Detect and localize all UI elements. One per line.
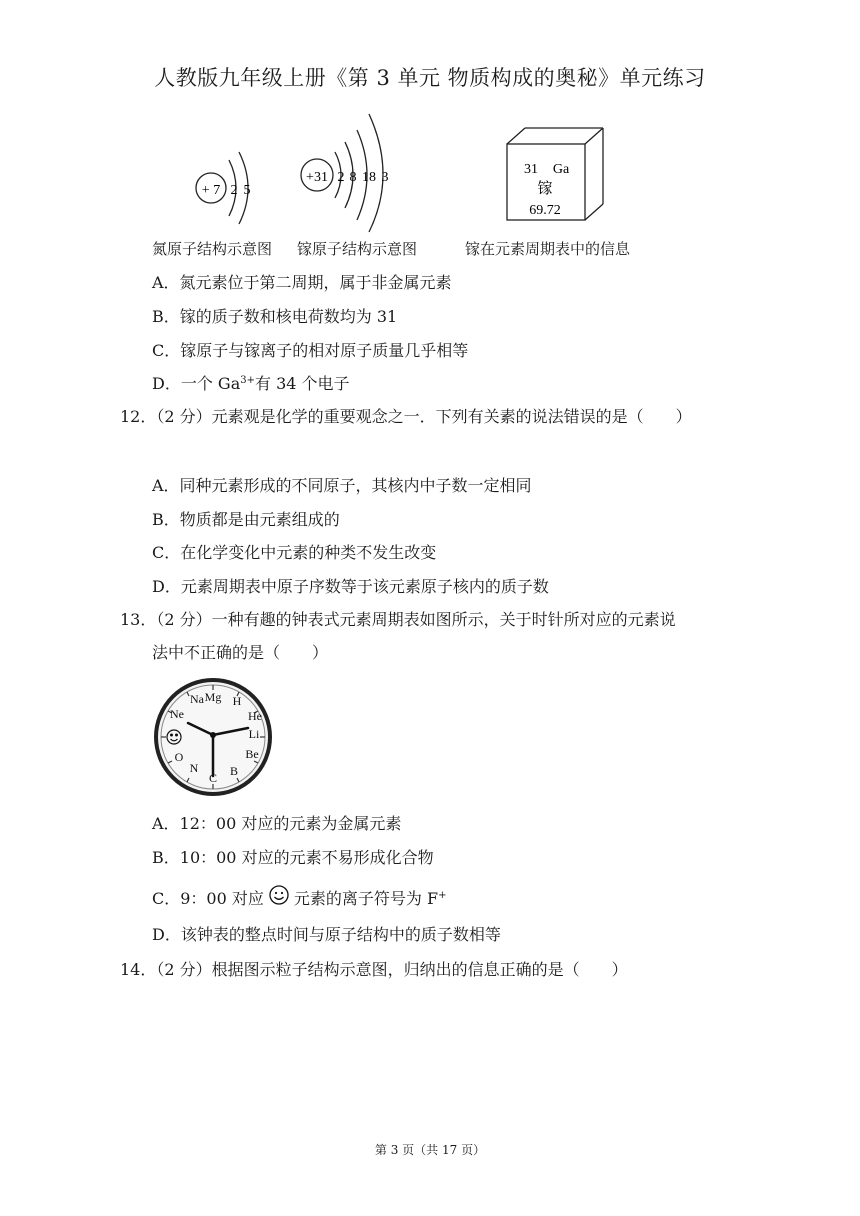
- shell-electrons: 2: [230, 183, 238, 198]
- ion-charge: +: [438, 890, 447, 901]
- ion-charge: 3+: [240, 375, 255, 386]
- ga-cell-caption: 镓在元素周期表中的信息: [465, 240, 631, 258]
- page-footer: 第 3 页（共 17 页）: [374, 1143, 486, 1157]
- q12-option-d: D．元素周期表中原子序数等于该元素原子核内的质子数: [152, 577, 549, 596]
- q12-stem: 12．（2 分）元素观是化学的重要观念之一．下列有关素的说法错误的是（ ）: [120, 407, 692, 426]
- clock-label: B: [229, 764, 239, 778]
- gallium-periodic-cell: [505, 126, 605, 222]
- q12-option-c: C．在化学变化中元素的种类不发生改变: [152, 543, 437, 562]
- page-title: 人教版九年级上册《第 3 单元 物质构成的奥秘》单元练习: [154, 66, 706, 90]
- clock-label: C: [208, 771, 218, 785]
- q11-option-d: [152, 371, 350, 394]
- clock-label: Na: [190, 692, 204, 706]
- clock-label: O: [174, 750, 184, 764]
- q11-option-c: C．镓原子与镓离子的相对原子质量几乎相等: [152, 341, 469, 360]
- element-name: 镓: [537, 181, 553, 197]
- shell-electrons: 8: [349, 170, 357, 185]
- q12-option-b: B．物质都是由元素组成的: [152, 510, 340, 529]
- gallium-atom-diagram: [295, 108, 405, 233]
- q13-stem-line2: 法中不正确的是（ ）: [152, 643, 329, 662]
- q13-option-b: B．10：00 对应的元素不易形成化合物: [152, 848, 434, 867]
- clock-label: N: [189, 761, 199, 775]
- nucleus-charge: + 7: [201, 183, 221, 198]
- q13-option-d: D．该钟表的整点时间与原子结构中的质子数相等: [152, 925, 501, 944]
- clock-label: Mg: [204, 690, 222, 704]
- q11-option-b: B．镓的质子数和核电荷数均为 31: [152, 307, 398, 326]
- shell-electrons: 5: [243, 183, 251, 198]
- shell-electrons: 18: [362, 170, 376, 185]
- gallium-caption: 镓原子结构示意图: [297, 240, 418, 258]
- q12-option-a: A．同种元素形成的不同原子，其核内中子数一定相同: [152, 476, 532, 495]
- nitrogen-caption: 氮原子结构示意图: [152, 240, 273, 258]
- clock-label: H: [232, 694, 242, 708]
- q13-option-a: A．12：00 对应的元素为金属元素: [152, 814, 402, 833]
- q11-d-text: D．一个 Ga: [152, 374, 241, 393]
- clock-label: Be: [245, 747, 259, 761]
- q13-c-text: 元素的离子符号为 F: [293, 889, 439, 908]
- shell-electrons: 2: [337, 170, 345, 185]
- atomic-mass: 69.72: [529, 203, 561, 218]
- q14-stem: 14．（2 分）根据图示粒子结构示意图，归纳出的信息正确的是（ ）: [120, 960, 628, 979]
- clock-label: He: [248, 709, 262, 723]
- atomic-number: 31: [524, 162, 538, 177]
- element-symbol: Ga: [552, 162, 570, 177]
- clock-label: Ne: [170, 707, 184, 721]
- q11-option-a: A．氮元素位于第二周期，属于非金属元素: [152, 273, 452, 292]
- q13-c-text: C．9：00 对应: [152, 889, 264, 908]
- q11-d-text: 有 34 个电子: [255, 374, 350, 393]
- nitrogen-atom-diagram: [185, 140, 275, 235]
- q13-option-c: [152, 884, 446, 909]
- clock-label: Li: [248, 727, 260, 741]
- nucleus-charge: +31: [306, 170, 328, 185]
- smiley-icon: [268, 884, 290, 906]
- element-clock: [152, 678, 274, 796]
- shell-electrons: 3: [381, 170, 389, 185]
- q13-stem-line1: 13．（2 分）一种有趣的钟表式元素周期表如图所示，关于时针所对应的元素说: [120, 610, 676, 629]
